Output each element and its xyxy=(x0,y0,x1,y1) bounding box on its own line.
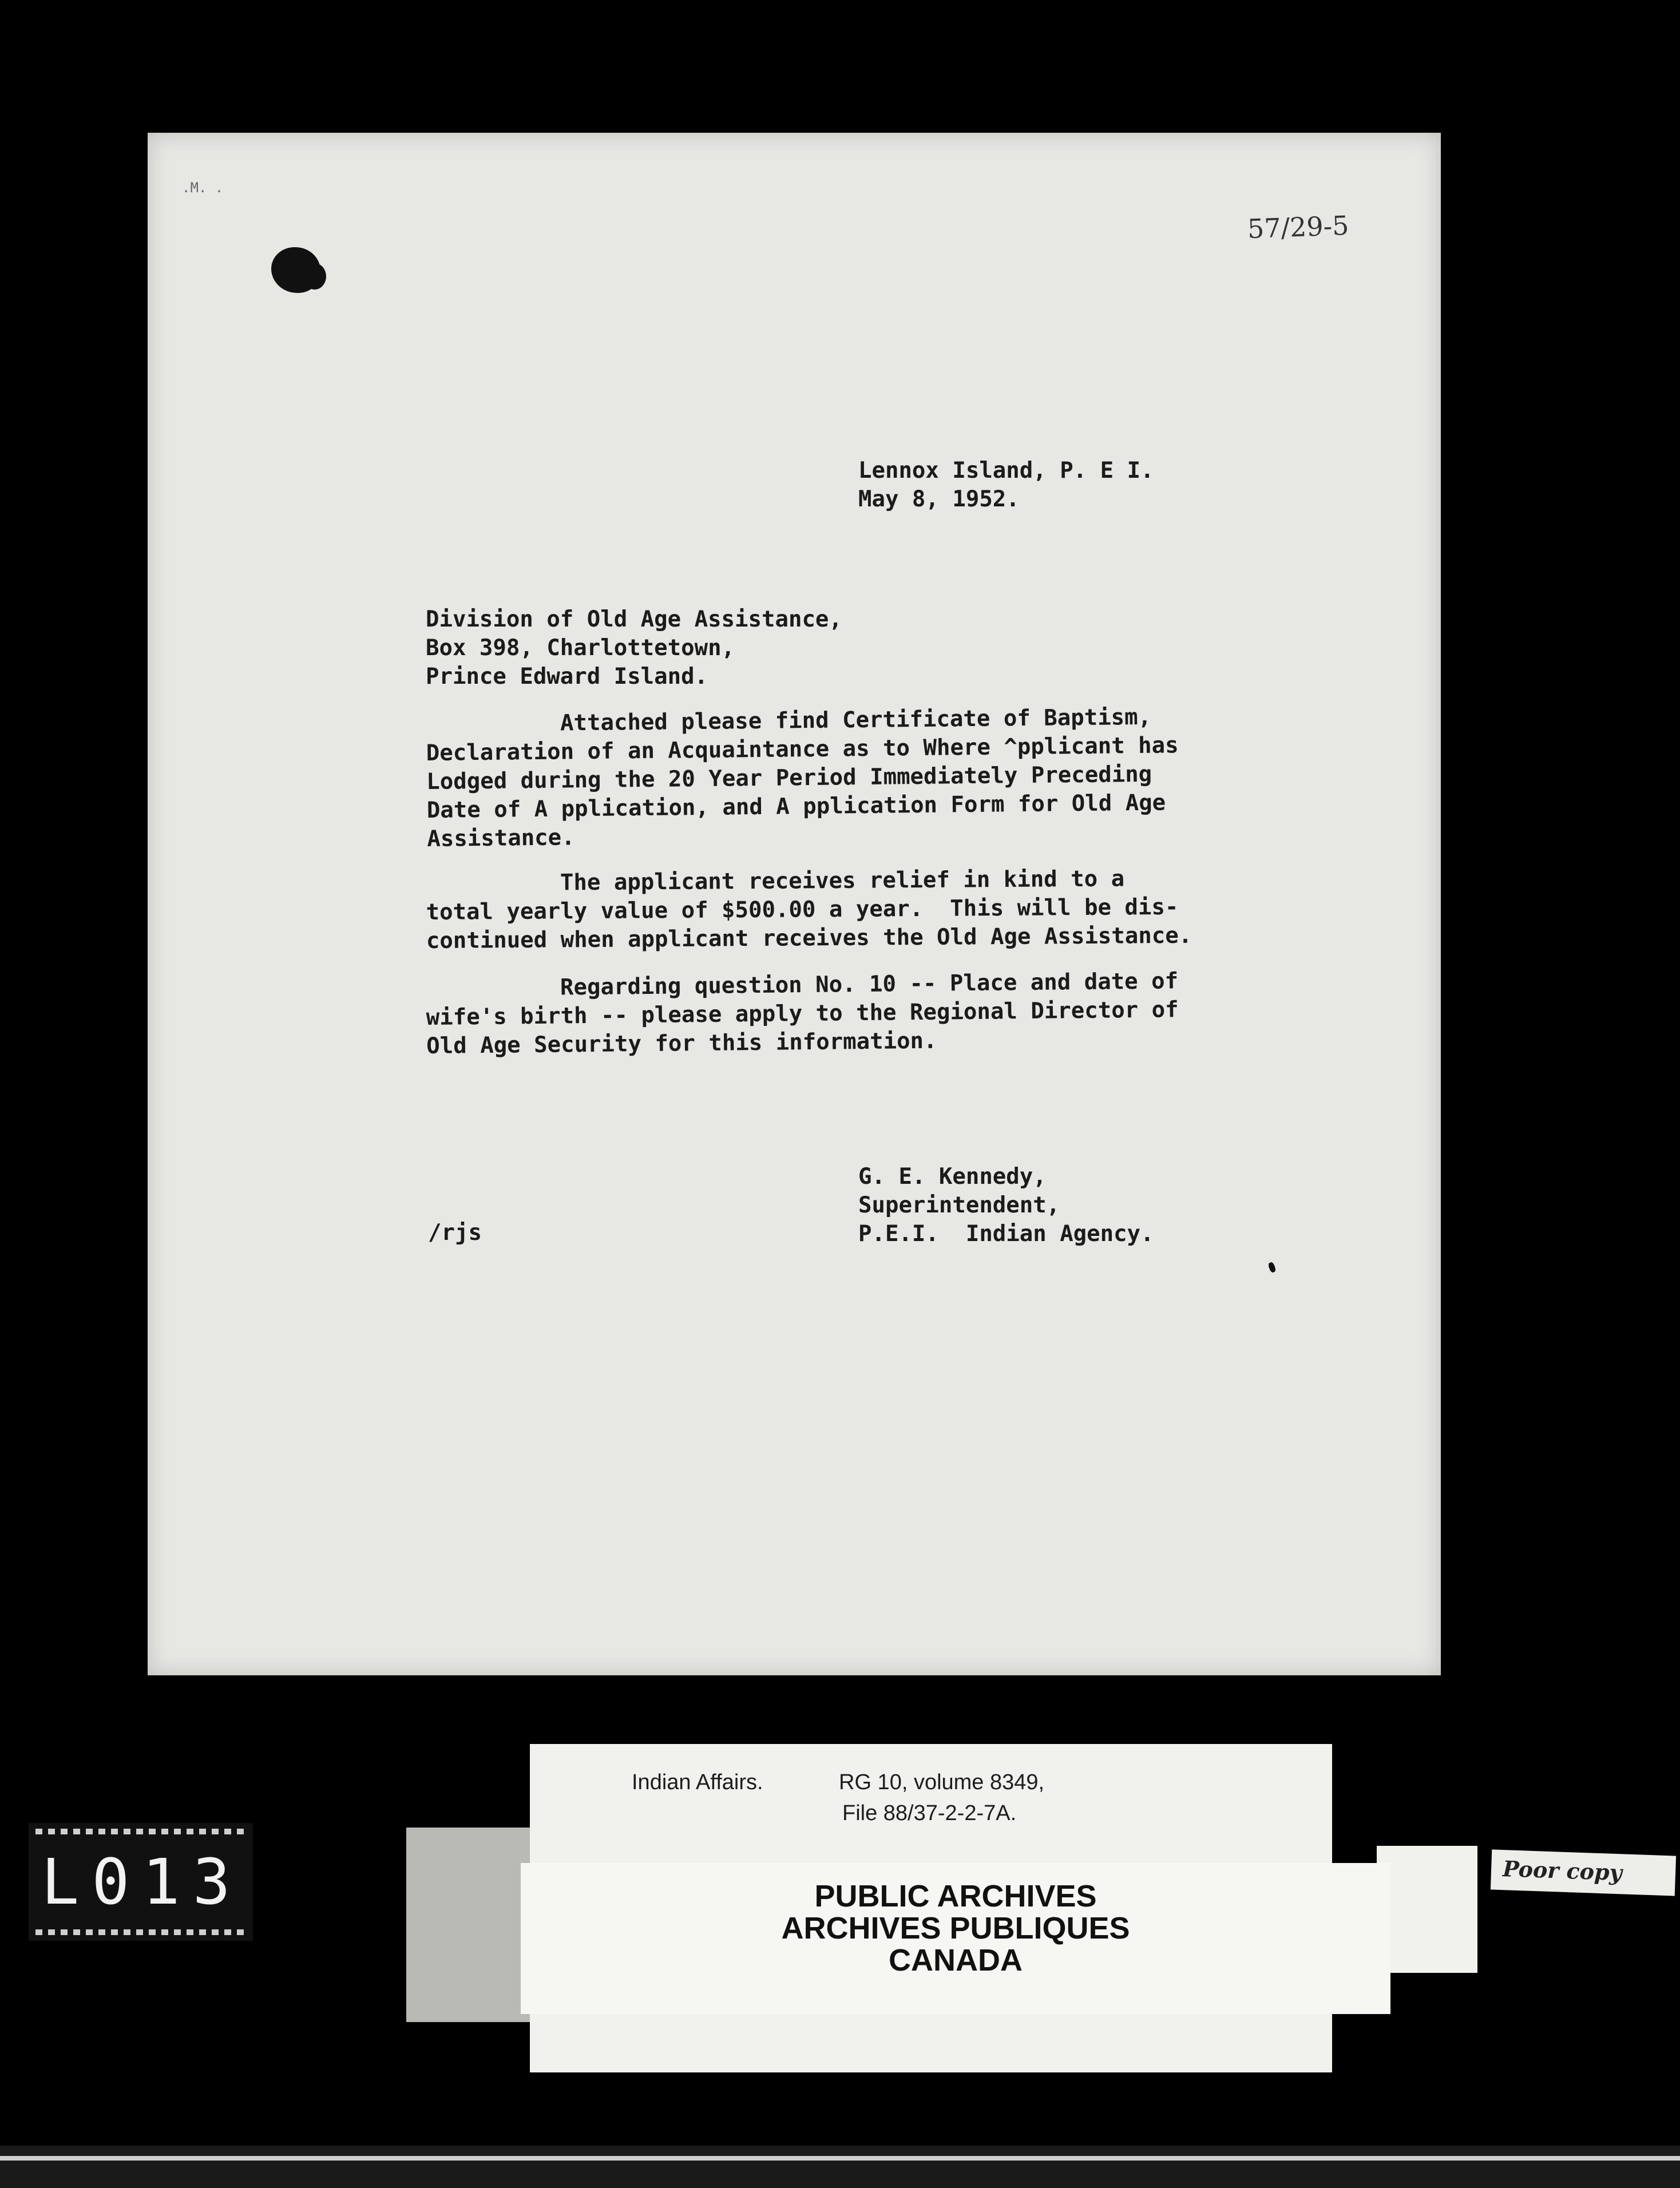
paragraph-line: Old Age Security for this information. xyxy=(426,1028,937,1059)
institution-name-fr: ARCHIVES PUBLIQUES xyxy=(781,1911,1130,1945)
paragraph-enclosures xyxy=(426,703,1179,854)
poor-copy-note xyxy=(1491,1849,1676,1896)
ink-dot xyxy=(1267,1262,1277,1273)
paragraph-relief xyxy=(426,865,1192,956)
label-tab xyxy=(1377,1846,1477,1973)
paragraph-question xyxy=(426,967,1179,1061)
film-strip-line xyxy=(0,2156,1680,2161)
letter-date: May 8, 1952. xyxy=(858,486,1020,512)
sender-address xyxy=(858,457,1154,514)
paragraph-line: The applicant receives relief in kind to a xyxy=(426,866,1125,897)
signatory-agency: P.E.I. Indian Agency. xyxy=(858,1221,1154,1247)
letter-page xyxy=(148,133,1441,1675)
recipient-address xyxy=(426,605,842,691)
fond-department: Indian Affairs. xyxy=(632,1770,763,1794)
recipient-line: Prince Edward Island. xyxy=(426,664,708,689)
institution-name-en: PUBLIC ARCHIVES xyxy=(814,1879,1097,1913)
paragraph-line: Lodged during the 20 Year Period Immediately Preceding xyxy=(426,761,1152,795)
typist-initials: /rjs xyxy=(428,1220,482,1246)
paragraph-line: wife's birth -- please apply to the Regional Director of xyxy=(426,997,1179,1030)
institution-country: CANADA xyxy=(889,1943,1023,1977)
film-perforations xyxy=(35,1929,246,1935)
signature-block xyxy=(858,1163,1154,1248)
paragraph-line: Regarding question No. 10 -- Place and date of xyxy=(426,968,1179,1002)
paragraph-line: Attached please find Certificate of Baptism, xyxy=(426,704,1152,738)
recipient-line: Division of Old Age Assistance, xyxy=(426,607,842,632)
address-line: Lennox Island, P. E I. xyxy=(858,458,1154,483)
frame-number: L013 xyxy=(41,1845,243,1919)
recipient-line: Box 398, Charlottetown, xyxy=(426,635,735,661)
film-perforations xyxy=(35,1829,246,1834)
label-shadow xyxy=(406,1828,532,2022)
paragraph-line: total yearly value of $500.00 a year. This will be dis- xyxy=(426,894,1179,925)
paragraph-line: Declaration of an Acquaintance as to Where ^pplicant has xyxy=(426,732,1179,766)
ink-blot xyxy=(303,263,326,290)
paragraph-line: continued when applicant receives the Old Age Assistance. xyxy=(426,922,1192,954)
signatory-name: G. E. Kennedy, xyxy=(858,1164,1047,1190)
paragraph-line: Assistance. xyxy=(427,825,575,852)
film-strip-edge xyxy=(0,2146,1680,2188)
fond-file: File 88/37-2-2-7A. xyxy=(842,1801,1017,1825)
reference-number: 57/29-5 xyxy=(1247,209,1350,245)
corner-mark: .M. . xyxy=(182,180,224,196)
paragraph-line: Date of A pplication, and A pplication Form for Old Age xyxy=(426,790,1166,823)
signatory-title: Superintendent, xyxy=(858,1192,1060,1218)
fond-reference: RG 10, volume 8349, xyxy=(839,1770,1045,1794)
frame-counter xyxy=(29,1823,253,1941)
poor-copy-text: Poor copy xyxy=(1502,1856,1623,1886)
